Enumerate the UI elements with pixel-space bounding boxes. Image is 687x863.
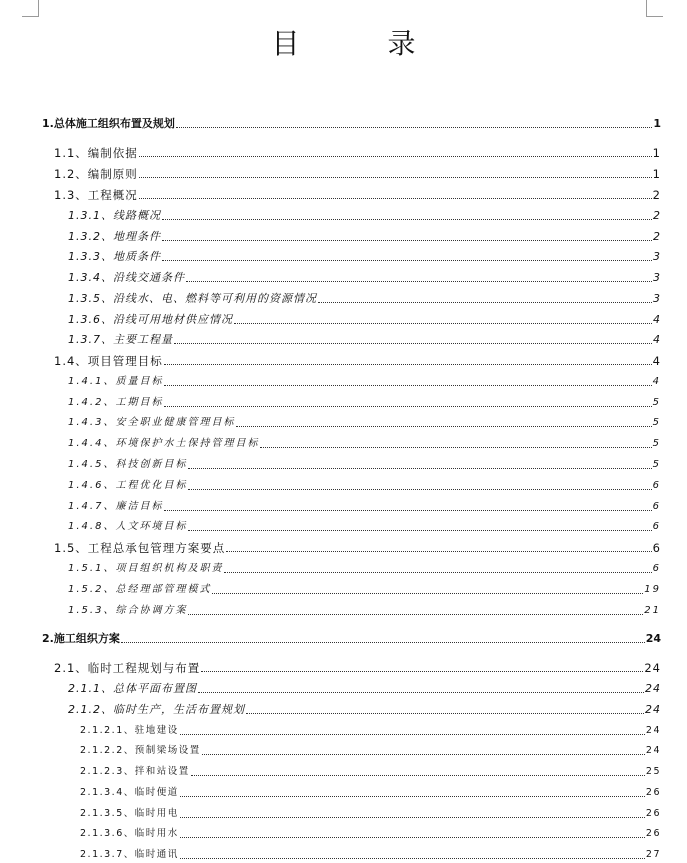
toc-entry-label: 1.5、工程总承包管理方案要点: [54, 541, 226, 555]
toc-entry-label: 2.1、临时工程规划与布置: [54, 661, 201, 675]
toc-entry-page: 25: [645, 766, 661, 777]
toc-entry[interactable]: [0, 699, 687, 717]
toc-entry[interactable]: [0, 226, 687, 244]
toc-leader-dots: [260, 446, 651, 448]
toc-leader-dots: [201, 670, 643, 672]
toc-leader-dots: [162, 218, 652, 220]
toc-leader-dots: [164, 363, 652, 365]
toc-entry-page: 4: [653, 333, 661, 346]
toc-leader-dots: [188, 488, 651, 490]
toc-leader-dots: [224, 571, 651, 573]
toc-entry-label: 1.3.2、地理条件: [68, 230, 161, 243]
toc-entry-page: 24: [645, 745, 661, 756]
toc-entry-page: 24: [645, 682, 661, 695]
toc-entry[interactable]: [0, 454, 687, 472]
toc-leader-dots: [139, 197, 652, 199]
toc-entry-label: 1.总体施工组织布置及规划: [42, 117, 175, 130]
toc-entry[interactable]: [0, 782, 687, 800]
toc-leader-dots: [162, 239, 652, 241]
toc-leader-dots: [162, 259, 652, 261]
toc-entry[interactable]: [0, 267, 687, 285]
toc-entry[interactable]: [0, 113, 687, 131]
toc-entry-page: 26: [645, 787, 661, 798]
toc-entry[interactable]: [0, 823, 687, 841]
toc-leader-dots: [164, 509, 651, 511]
toc-entry-page: 24: [645, 632, 661, 645]
toc-leader-dots: [202, 753, 645, 755]
toc-leader-dots: [188, 613, 643, 615]
toc-entry-label: 2.施工组织方案: [42, 632, 120, 645]
toc-leader-dots: [318, 301, 652, 303]
toc-leader-dots: [180, 836, 645, 838]
toc-entry-page: 3: [653, 271, 661, 284]
toc-entry-label: 2.1.3.5、临时用电: [80, 808, 179, 819]
toc-leader-dots: [188, 467, 651, 469]
toc-entry-label: 1.3.7、主要工程量: [68, 333, 173, 346]
toc-entry[interactable]: [0, 803, 687, 821]
toc-entry-label: 1.4.7、廉洁目标: [68, 501, 164, 512]
toc-entry-label: 1.3.1、线路概况: [68, 209, 161, 222]
toc-entry-label: 1.3.5、沿线水、电、燃料等可利用的资源情况: [68, 292, 317, 305]
toc-entry-page: 5: [652, 397, 661, 408]
toc-entry-page: 24: [645, 703, 661, 716]
toc-leader-dots: [188, 529, 651, 531]
toc-entry-page: 27: [645, 849, 661, 860]
toc-leader-dots: [176, 126, 652, 128]
toc-entry-label: 1.4、项目管理目标: [54, 354, 163, 368]
toc-entry-page: 6: [652, 541, 661, 555]
toc-leader-dots: [198, 691, 644, 693]
toc-entry-page: 2: [652, 188, 661, 202]
toc-entry[interactable]: [0, 657, 687, 675]
toc-entry-label: 1.1、编制依据: [54, 146, 138, 160]
toc-entry[interactable]: [0, 678, 687, 696]
toc-entry[interactable]: [0, 579, 687, 597]
toc-entry[interactable]: [0, 246, 687, 264]
toc-entry[interactable]: [0, 288, 687, 306]
toc-leader-dots: [139, 176, 652, 178]
toc-leader-dots: [212, 592, 643, 594]
toc-entry[interactable]: [0, 329, 687, 347]
toc-entry-page: 6: [652, 563, 661, 574]
toc-entry-label: 1.3.6、沿线可用地材供应情况: [68, 313, 233, 326]
toc-entry[interactable]: [0, 142, 687, 160]
toc-entry[interactable]: [0, 628, 687, 646]
toc-entry-page: 6: [652, 521, 661, 532]
toc-entry-label: 1.4.5、科技创新目标: [68, 459, 188, 470]
toc-entry[interactable]: [0, 761, 687, 779]
toc-leader-dots: [180, 733, 645, 735]
toc-leader-dots: [180, 816, 645, 818]
toc-entry-page: 19: [644, 584, 661, 595]
page-corner-mark-right: [646, 0, 647, 16]
toc-entry-page: 3: [653, 292, 661, 305]
toc-entry-label: 1.4.3、安全职业健康管理目标: [68, 417, 236, 428]
toc-entry-page: 4: [652, 376, 661, 387]
toc-leader-dots: [174, 342, 652, 344]
toc-entry[interactable]: [0, 740, 687, 758]
toc-entry-page: 6: [652, 480, 661, 491]
toc-entry[interactable]: [0, 600, 687, 618]
toc-entry-label: 2.1.3.7、临时通讯: [80, 849, 179, 860]
toc-entry[interactable]: [0, 496, 687, 514]
toc-entry-label: 2.1.3.4、临时便道: [80, 787, 179, 798]
toc-entry-page: 24: [645, 725, 661, 736]
toc-entry[interactable]: [0, 309, 687, 327]
page-title: 目 录: [271, 27, 446, 60]
toc-leader-dots: [186, 280, 652, 282]
toc-entry-label: 2.1.2.3、拌和站设置: [80, 766, 190, 777]
toc-entry[interactable]: [0, 433, 687, 451]
toc-leader-dots: [121, 641, 645, 643]
toc-entry[interactable]: [0, 412, 687, 430]
toc-entry-page: 2: [653, 209, 661, 222]
toc-entry-label: 1.4.8、人文环境目标: [68, 521, 188, 532]
toc-entry-label: 1.2、编制原则: [54, 167, 138, 181]
toc-entry[interactable]: [0, 392, 687, 410]
toc-entry-page: 3: [653, 250, 661, 263]
toc-entry-page: 1: [653, 117, 661, 130]
toc-entry-page: 4: [652, 354, 661, 368]
toc-entry-label: 2.1.1、总体平面布置图: [68, 682, 197, 695]
toc-entry[interactable]: [0, 537, 687, 555]
toc-entry-page: 21: [644, 605, 661, 616]
toc-entry-page: 5: [652, 438, 661, 449]
toc-leader-dots: [226, 550, 651, 552]
toc-entry-label: 1.3、工程概况: [54, 188, 138, 202]
toc-entry[interactable]: [0, 720, 687, 738]
toc-entry-page: 26: [645, 808, 661, 819]
toc-entry[interactable]: [0, 516, 687, 534]
toc-leader-dots: [236, 425, 651, 427]
toc-entry-label: 1.4.1、质量目标: [68, 376, 164, 387]
toc-leader-dots: [180, 795, 645, 797]
toc-entry-label: 1.3.3、地质条件: [68, 250, 161, 263]
toc-leader-dots: [164, 384, 651, 386]
toc-entry-label: 1.4.6、工程优化目标: [68, 480, 188, 491]
toc-entry-label: 1.5.1、项目组织机构及职责: [68, 563, 224, 574]
toc-entry-page: 4: [653, 313, 661, 326]
page-corner-mark-left: [38, 0, 39, 16]
toc-entry-label: 2.1.2.1、驻地建设: [80, 725, 179, 736]
toc-entry-label: 1.4.4、环境保护水土保持管理目标: [68, 438, 260, 449]
toc-entry-label: 1.5.2、总经理部管理模式: [68, 584, 212, 595]
toc-entry-label: 2.1.3.6、临时用水: [80, 828, 179, 839]
toc-entry[interactable]: [0, 350, 687, 368]
toc-entry[interactable]: [0, 371, 687, 389]
toc-entry-page: 6: [652, 501, 661, 512]
page-corner-mark-right-horizontal: [646, 16, 663, 17]
page-corner-mark-left-horizontal: [22, 16, 39, 17]
toc-entry-page: 26: [645, 828, 661, 839]
toc-entry[interactable]: [0, 205, 687, 223]
toc-entry-label: 1.3.4、沿线交通条件: [68, 271, 185, 284]
toc-entry[interactable]: [0, 558, 687, 576]
toc-entry[interactable]: [0, 184, 687, 202]
toc-leader-dots: [246, 712, 644, 714]
toc-leader-dots: [164, 405, 651, 407]
toc-entry[interactable]: [0, 844, 687, 862]
toc-entry-page: 1: [652, 146, 661, 160]
toc-entry-label: 2.1.2、临时生产，生活布置规划: [68, 703, 245, 716]
toc-entry-label: 1.4.2、工期目标: [68, 397, 164, 408]
toc-leader-dots: [234, 322, 652, 324]
toc-entry-page: 5: [652, 459, 661, 470]
toc-entry-label: 1.5.3、综合协调方案: [68, 605, 188, 616]
toc-leader-dots: [180, 857, 645, 859]
toc-entry[interactable]: [0, 475, 687, 493]
toc-entry-page: 2: [653, 230, 661, 243]
toc-leader-dots: [139, 155, 652, 157]
toc-entry-page: 1: [652, 167, 661, 181]
toc-entry[interactable]: [0, 163, 687, 181]
toc-entry-page: 24: [644, 661, 661, 675]
toc-leader-dots: [191, 774, 645, 776]
toc-entry-label: 2.1.2.2、预制梁场设置: [80, 745, 201, 756]
toc-entry-page: 5: [652, 417, 661, 428]
